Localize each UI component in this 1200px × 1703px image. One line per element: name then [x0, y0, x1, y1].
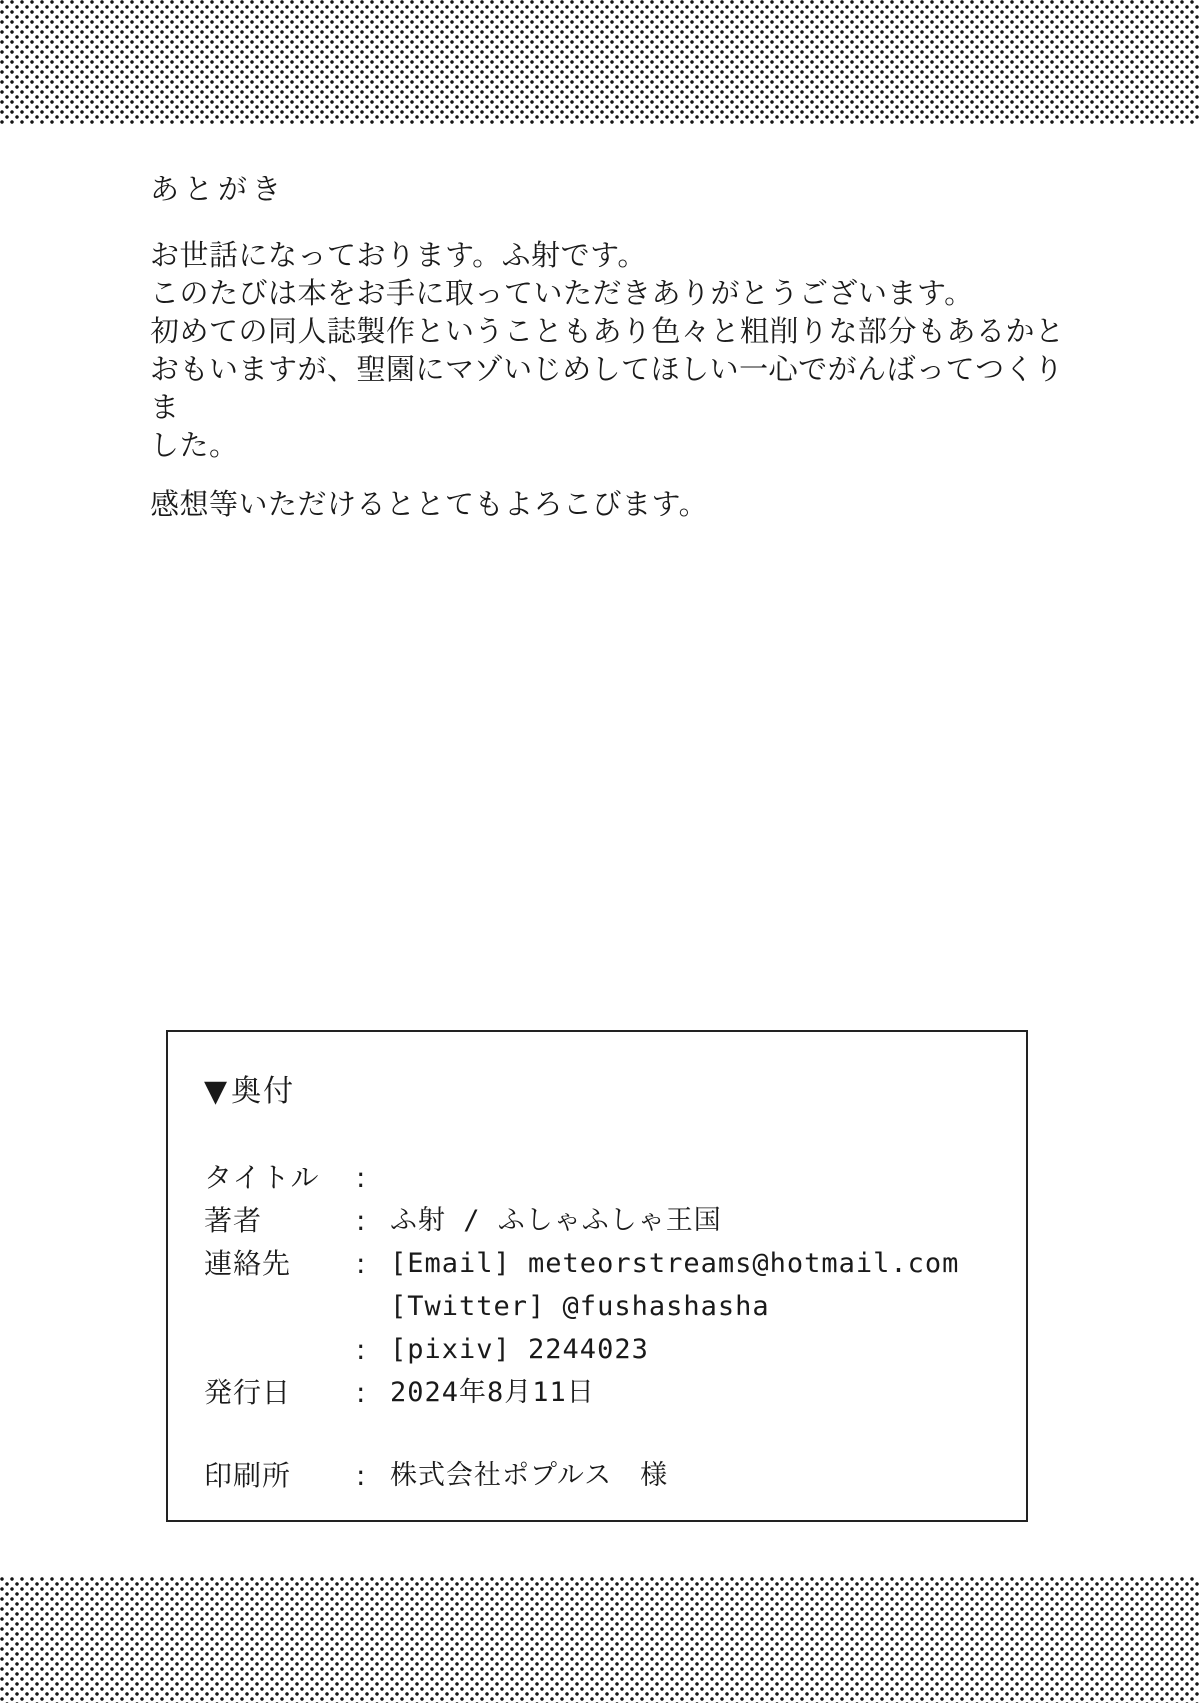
- colophon-box: [166, 1030, 1028, 1522]
- colophon-row-title: [204, 1156, 1006, 1199]
- afterword-closing-line: 感想等いただけるととてもよろこびます。: [150, 487, 709, 521]
- colophon-separator: :: [356, 1333, 367, 1366]
- colophon-value: [390, 1156, 1006, 1199]
- colophon-separator: :: [356, 1161, 367, 1194]
- colophon-label: 著者: [204, 1204, 263, 1237]
- colophon-row-contact-twitter: [204, 1285, 1006, 1328]
- colophon-value-twitter: [Twitter] @fushashasha: [390, 1291, 770, 1322]
- afterword-heading: あとがき: [150, 172, 287, 206]
- halftone-band-bottom: [0, 1577, 1200, 1703]
- colophon-value-printer: 株式会社ポプルス 様: [390, 1460, 669, 1491]
- afterword-line: おもいますが、聖園にマゾいじめしてほしい一心でがんばってつくりま: [150, 352, 1064, 424]
- halftone-band-top: [0, 0, 1200, 125]
- colophon-label: 発行日: [204, 1376, 292, 1409]
- colophon-label: タイトル: [204, 1161, 320, 1194]
- colophon-label: [204, 1328, 356, 1371]
- colophon-heading: [204, 1074, 1006, 1110]
- afterword-line: 初めての同人誌製作ということもあり色々と粗削りな部分もあるかと: [150, 314, 1065, 348]
- colophon-row-contact-email: [204, 1242, 1006, 1285]
- colophon-separator: :: [356, 1459, 367, 1492]
- colophon-separator: :: [356, 1247, 367, 1280]
- colophon-row-contact-pixiv: [204, 1328, 1006, 1371]
- colophon-heading-label: 奥付: [231, 1074, 296, 1109]
- colophon-value-date: 2024年8月11日: [390, 1377, 595, 1408]
- colophon-row-publish-date: [204, 1371, 1006, 1414]
- colophon-separator: :: [356, 1376, 367, 1409]
- colophon-label: [204, 1285, 356, 1328]
- colophon-label: 連絡先: [204, 1247, 292, 1280]
- colophon-value: ふ射 / ふしゃふしゃ王国: [390, 1205, 722, 1236]
- afterword-line: お世話になっております。ふ射です。: [150, 238, 647, 272]
- colophon-rows: [204, 1156, 1006, 1497]
- colophon-value-pixiv: [pixiv] 2244023: [390, 1334, 649, 1365]
- colophon-row-author: [204, 1199, 1006, 1242]
- colophon-separator: [356, 1285, 390, 1328]
- colophon-separator: :: [356, 1204, 367, 1237]
- down-triangle-icon: ▼: [204, 1074, 230, 1109]
- colophon-label: 印刷所: [204, 1459, 292, 1492]
- afterword-section: [150, 170, 1080, 523]
- colophon-row-printer: [204, 1454, 1006, 1497]
- afterword-line: このたびは本をお手に取っていただきありがとうございます。: [150, 276, 974, 310]
- afterword-line: した。: [150, 428, 239, 462]
- afterword-paragraph: [150, 236, 1080, 464]
- colophon-value-email: [Email] meteorstreams@hotmail.com: [390, 1248, 960, 1279]
